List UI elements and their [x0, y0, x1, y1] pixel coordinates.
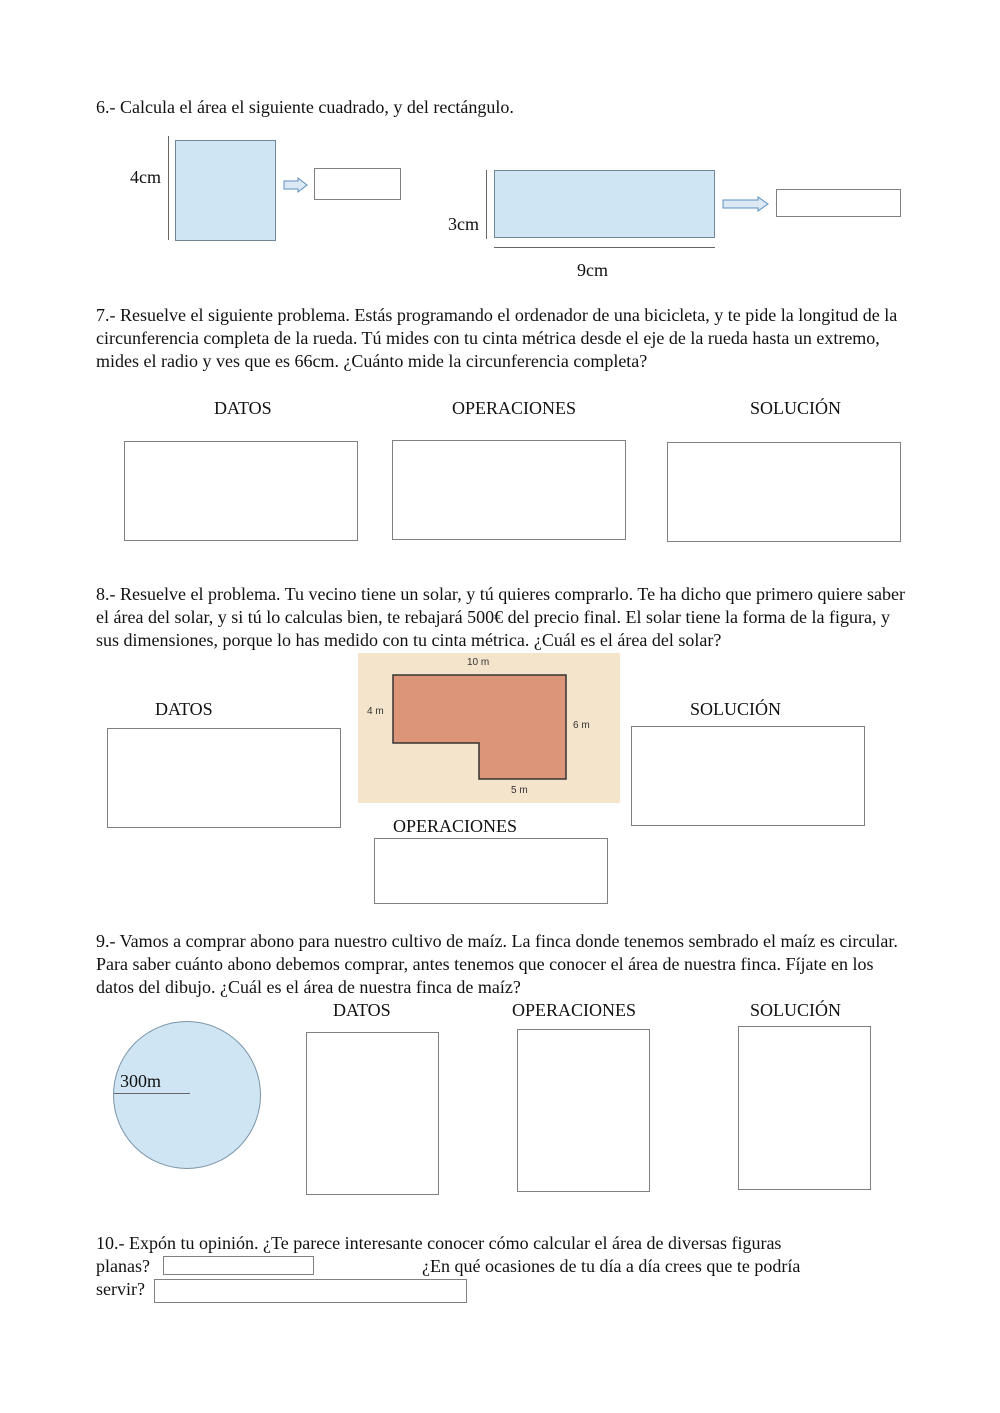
q10-question-line-4: servir? [96, 1279, 145, 1299]
rect-height-dimension-line [486, 170, 487, 239]
q10-question-line-1: 10.- Expón tu opinión. ¿Te parece interesante conocer cómo calcular el área de diversas figuras [96, 1233, 782, 1253]
q8-problem-text: 8.- Resuelve el problema. Tu vecino tiene un solar, y tú quieres comprarlo. Te ha dicho que primero quiere saber el área del solar, y si tú lo calculas bien, te rebajará 500€ del precio final. El solar tiene la forma de la figura, y sus dimensiones, porque lo has medido con tu cinta métrica. ¿Cuál es el área del solar? [96, 584, 905, 650]
square-area-answer-input[interactable] [314, 168, 401, 200]
q9-datos-heading: DATOS [333, 1000, 391, 1020]
q8-solucion-box[interactable] [631, 726, 865, 826]
square-dimension-line [168, 136, 169, 240]
q6-title: 6.- Calcula el área el siguiente cuadrado, y del rectángulo. [96, 97, 514, 117]
q8-operaciones-box[interactable] [374, 838, 608, 904]
rectangle-area-answer-input[interactable] [776, 189, 901, 217]
rectangle-shape [494, 170, 715, 238]
q9-operaciones-heading: OPERACIONES [512, 1000, 637, 1020]
lot-left-label: 4 m [367, 706, 384, 717]
q8-solucion-heading: SOLUCIÓN [690, 699, 782, 719]
lot-figure [358, 653, 620, 803]
q8-datos-box[interactable] [107, 728, 341, 828]
q9-problem-text: 9.- Vamos a comprar abono para nuestro cultivo de maíz. La finca donde tenemos sembrado el maíz es circular. Para saber cuánto abono debemos comprar, antes tenemos que conocer el área de nuestra finca. Fíjate en los datos del dibujo. ¿Cuál es el área de nuestra finca de maíz? [96, 931, 898, 997]
circular-field-shape [113, 1021, 261, 1169]
q10-opinion-input[interactable] [163, 1256, 314, 1275]
radius-line [114, 1093, 190, 1094]
q9-datos-box[interactable] [306, 1032, 439, 1195]
q7-operaciones-box[interactable] [392, 440, 626, 540]
q8-datos-heading: DATOS [155, 699, 213, 719]
q9-solucion-box[interactable] [738, 1026, 871, 1190]
rect-width-label: 9cm [577, 260, 608, 280]
q9-solucion-heading: SOLUCIÓN [750, 1000, 842, 1020]
q7-datos-box[interactable] [124, 441, 358, 541]
rect-height-label: 3cm [448, 214, 479, 234]
q10-usage-input[interactable] [154, 1279, 467, 1303]
q10-question-line-2: planas? [96, 1256, 150, 1276]
q7-operaciones-heading: OPERACIONES [452, 398, 577, 418]
q10-question-line-3: ¿En qué ocasiones de tu día a día crees que te podría [422, 1256, 801, 1276]
q8-operaciones-heading: OPERACIONES [393, 816, 518, 836]
rect-width-dimension-line [494, 247, 715, 248]
square-shape [175, 140, 276, 241]
q7-datos-heading: DATOS [214, 398, 272, 418]
q7-problem-text: 7.- Resuelve el siguiente problema. Estás programando el ordenador de una bicicleta, y te pide la longitud de la circunferencia completa de la rueda. Tú mides con tu cinta métrica desde el eje de la rueda hasta un extremo, mides el radio y ves que es 66cm. ¿Cuánto mide la circunferencia completa? [96, 305, 898, 371]
q9-operaciones-box[interactable] [517, 1029, 650, 1192]
arrow-right-icon [722, 196, 770, 212]
lot-bottom-label: 5 m [511, 785, 528, 796]
radius-label: 300m [120, 1071, 162, 1091]
lot-shape [393, 675, 566, 779]
lot-right-label: 6 m [573, 720, 590, 731]
lot-top-label: 10 m [467, 657, 490, 668]
q7-solucion-box[interactable] [667, 442, 901, 542]
arrow-right-icon [283, 177, 309, 193]
q7-solucion-heading: SOLUCIÓN [750, 398, 842, 418]
square-side-label: 4cm [130, 167, 161, 187]
